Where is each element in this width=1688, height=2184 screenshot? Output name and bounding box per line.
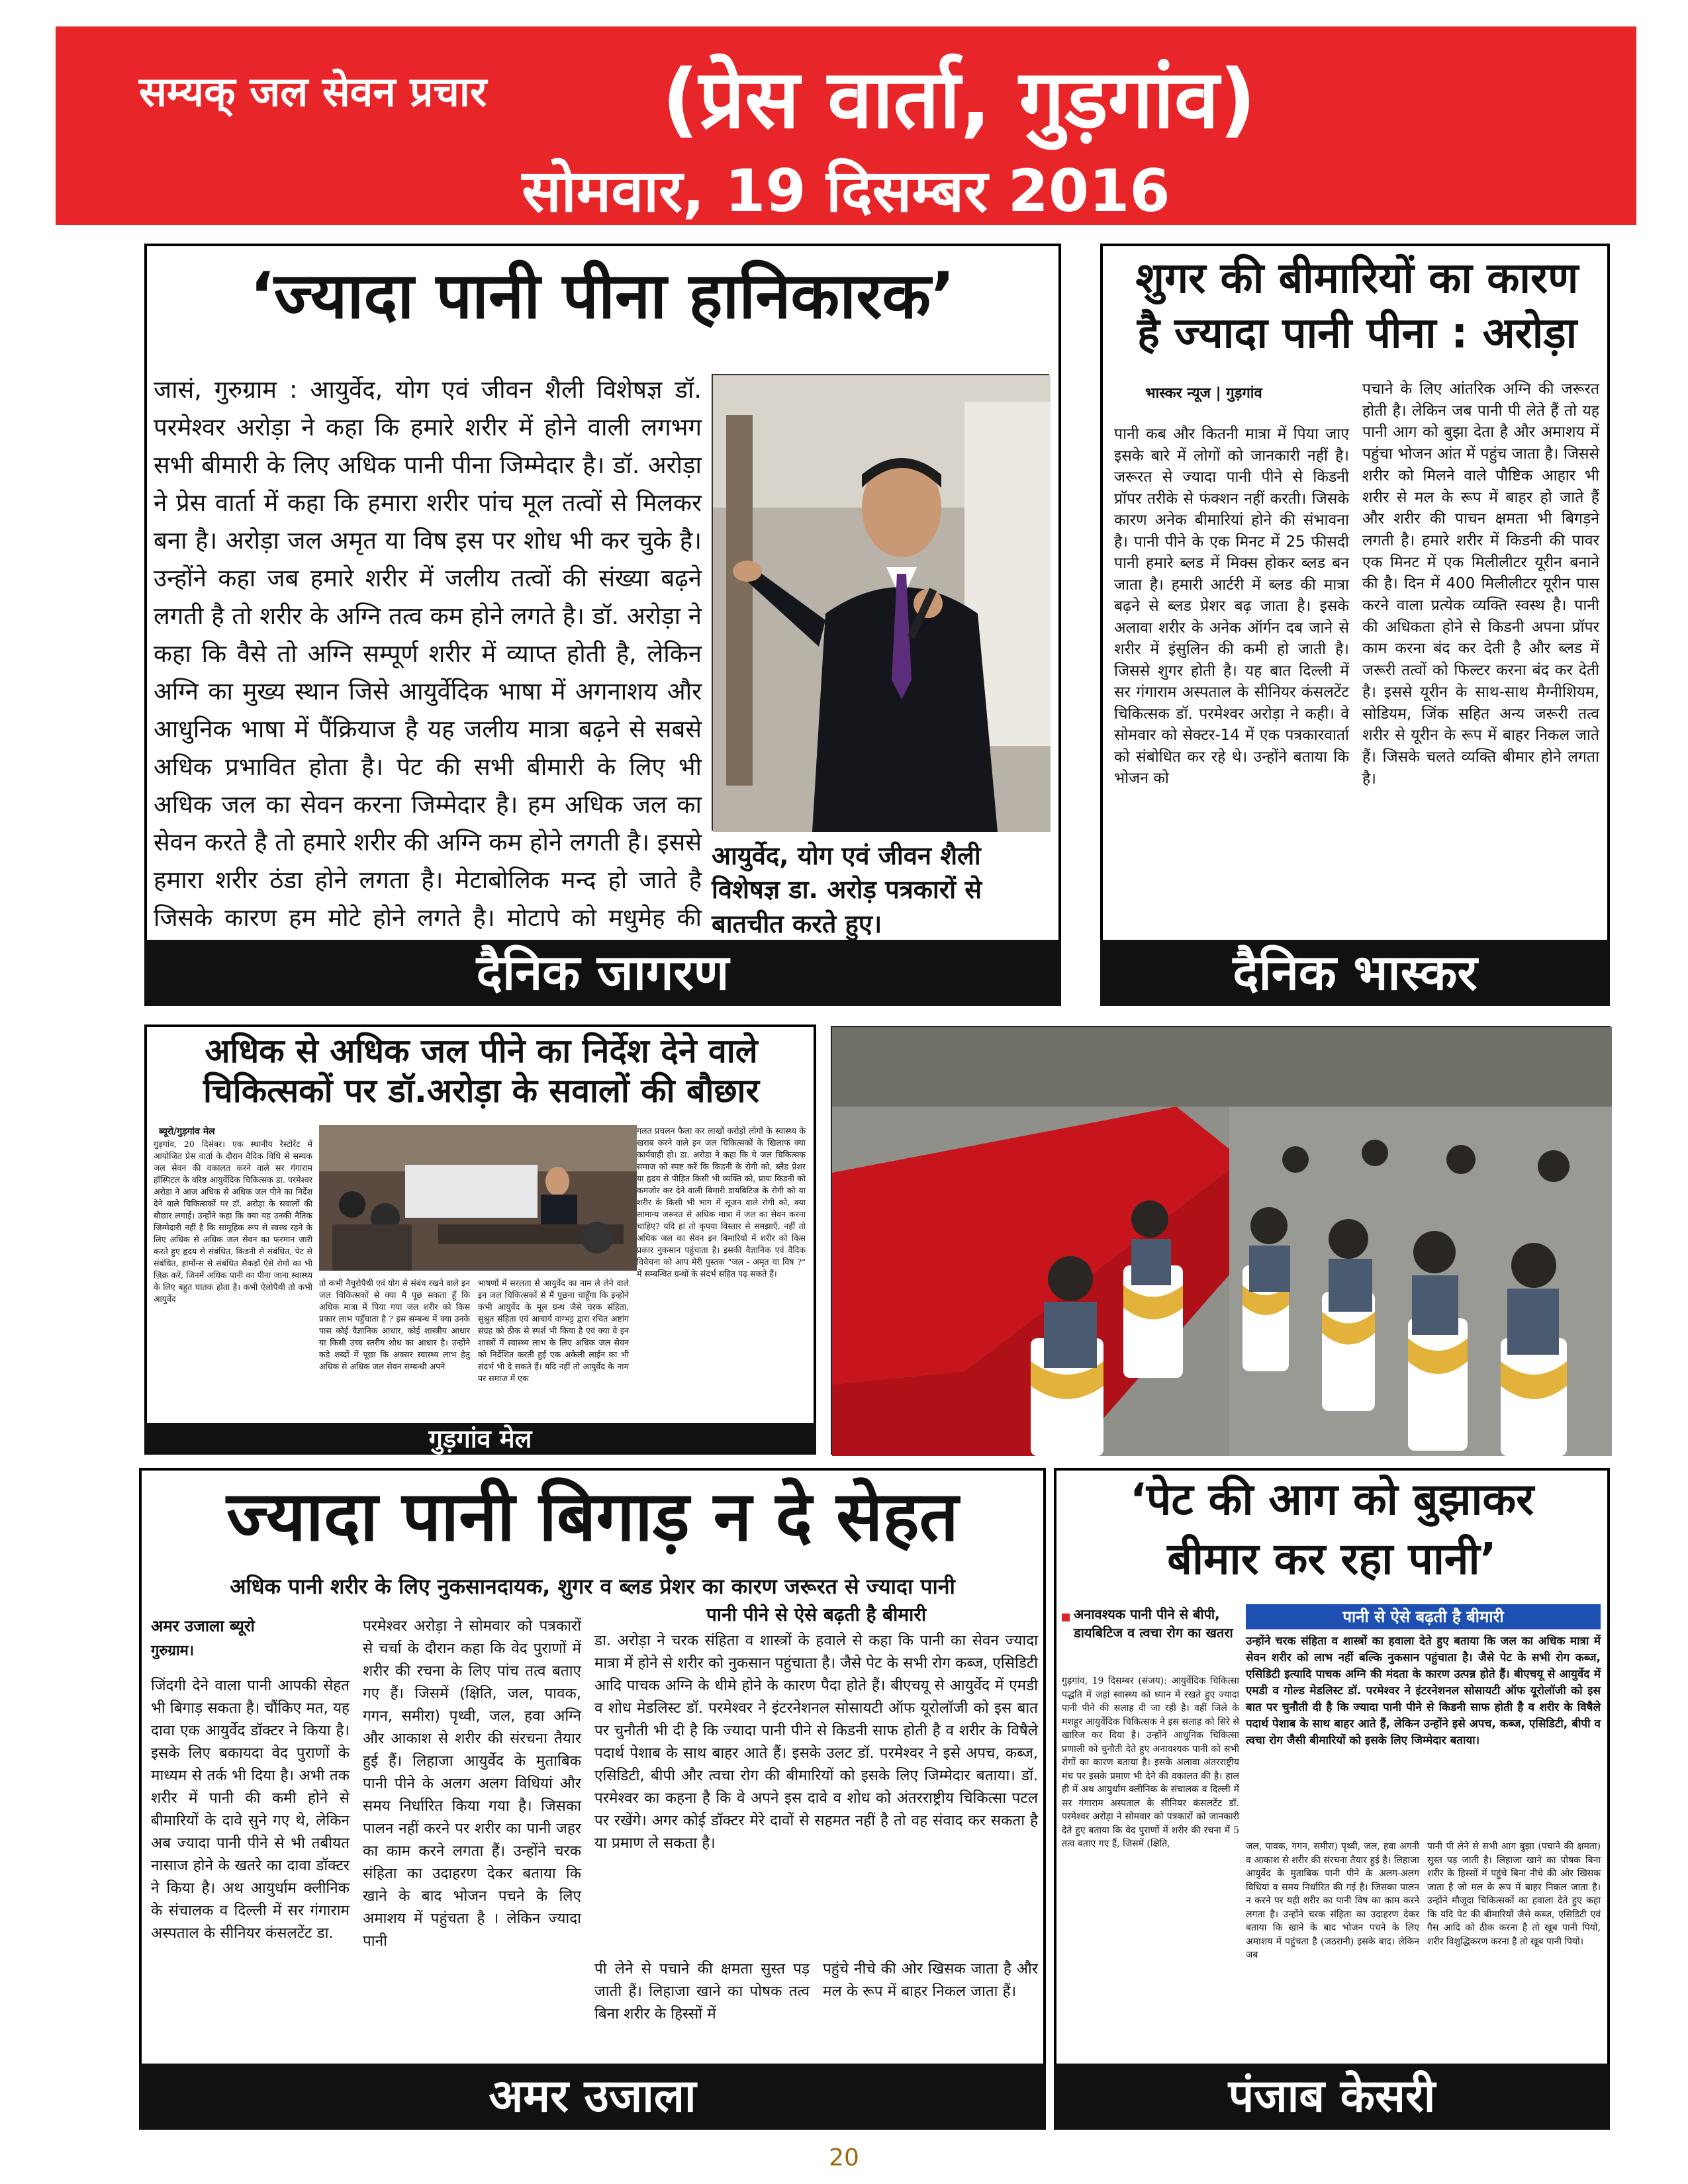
amar-column-2: परमेश्वर अरोड़ा ने सोमवार को पत्रकारों से चर्चा के दौरान कहा कि वेद पुराणों में शरीर की रचना के लिए पांच तत्व बताए गए हैं। जिसमें (क्षिति, जल, पावक, गगन, समीरा) पृथ्वी, जल, हवा अग्नि और आकाश से शरीर की संरचना तैयार हुई हैं। लिहाजा आयुर्वेद के मुताबिक पानी पीने के अलग अलग विधियां और समय निर्धारित किया गया है। जिसका पालन नहीं करने पर शरीर का पानी जहर का काम करने लगता हैं। उन्होंने चरक संहिता का उदाहरण देकर बताया कि खाने के बाद भोजन पचने के लिए अमाशय में पहुंचता है । लेकिन ज्यादा पानी [363,1617,581,1950]
banner-date: सोमवार, 19 दिसम्बर 2016 [522,157,1170,225]
mail-column-2: तो कभी नैचुरोपैथी एवं योग से संबंध रखने वाले इन जल चिकित्सकों से क्या मैं पूछ सकता हूँ कि अधिक मात्रा में पिया गया जल शरीर को किस प्रकार लाभ पहुँचाता है ? इस सम्बन्ध में क्या उनके पास कोई वैज्ञानिक आधार, कोई शास्त्रीय आधार या किसी उच्च स्तरीय शोध का आधार है। उन्होंने कडे शब्दों में पूछा कि अक्सर स्वास्थ्य लाभ हेतु अधिक से अधिक जल सेवन सम्बन्धी अपने [319,1278,470,1371]
amar-column-5: पहुंचे नीचे की ओर खिसक जाता है और मल के रूप में बाहर निकल जाता हैं। [823,1960,1038,2000]
audience-photo [831,1026,1611,1455]
jagran-photo-caption: आयुर्वेद, योग एवं जीवन शैली विशेषज्ञ डा. अरोड़ पत्रकारों से बातचीत करते हुए। [712,841,982,938]
bhaskar-column-1: पानी कब और कितनी मात्रा में पिया जाए इसके बारे में लोगों को जानकारी नहीं है। जरूरत से ज्यादा पानी पीने से किडनी प्रॉपर तरीके से फंक्शन नहीं करती। जिसके कारण अनेक बीमारियां होने की संभावना है। पानी पीने के एक मिनट में 25 फीसदी पानी हमारे ब्लड में मिक्स होकर ब्लड बन जाता है। हमारी आर्टरी में ब्लड की मात्रा बढ़ने से ब्लड प्रेशर बढ़ जाता है। इसके अलावा शरीर के अनेक ऑर्गन दब जाने से शरीर में इंसुलिन की कमी हो जाती है। जिससे शुगर होती है। यह बात दिल्ली में सर गंगाराम अस्पताल के सीनियर कंसलटेंट चिकित्सक डॉ. परमेश्वर अरोड़ा ने कही। वे सोमवार को सेक्टर-14 में एक पत्रकारवार्ता को संबोधित कर रहे थे। उन्होंने बताया कि भोजन को [1114,426,1349,787]
bhaskar-paper-name: दैनिक भास्कर [1100,940,1610,1006]
mail-photo [319,1125,637,1271]
kesari-column-3: पानी पी लेने से सभी आग बुझा (पचाने की क्षमता) सुस्त पड़ जाती है। लिहाजा खाने का पोषक बिना शरीर के हिस्सों में पहुंचे बिना नीचे की ओर खिसक जाता है जो मल के रूप में बाहर निकल जाता है। उन्होंने मौजूदा चिकित्सकों का हवाला देते हुए कहा कि यदि पेट की बीमारियों जैसे कब्ज, एसिडिटी एवं गैस आदि को ठीक करना है तो खूब पानी पियो, शरीर विशुद्धिकरण करना है तो खूब पानी पियो। [1427,1841,1601,1947]
mail-column-1: गुड़गांव, 20 दिसंबर। एक स्थानीय रेस्टोरेंट में आयोजित प्रेस वार्ता के दौरान वैदिक विधि से सम्यक जल सेवन की वकालत करने वाले सर गंगाराम हॉस्पिटल के वरिष्ठ आयुर्वेदिक चिकित्सक डा. परमेश्वर अरोडा ने आज अधिक से अधिक जल पीने का निर्देश देने वाले चिकित्सकों पर डॉ. अरोड़ा के सवालों की बौछार लगाई। उन्होंने कहा कि क्या यह उनकी नैतिक जिम्मेदारी नहीं है कि सामूहिक रूप से स्वस्थ रहने के लिए अधिक से अधिक जल सेवन का फरमान जारी करते हुए हृदय से संबंधित, किडनी से संबंधित, पेट से संबंधित, हार्मोन्स से संबंधित सैकड़ों ऐसे रोगों का भी ज़िक्र करें, जिनमें अधिक पानी का पीना जाना स्वास्थ्य के लिए बहुत घातक होता है। कभी ऐलोपैथी तो कभी आयुर्वेद [154,1139,312,1304]
speaker-photo [713,375,1051,832]
jagran-paper-name: दैनिक जागरण [144,940,1061,1006]
mail-paper-name: गुड़गांव मेल [144,1423,816,1455]
amar-box-body: डा. अरोड़ा ने चरक संहिता व शास्त्रों के हवाले से कहा कि पानी का सेवन ज्यादा मात्रा में होने से शरीर को नुकसान पहुंचाता है। जैसे पेट के सभी रोग कब्ज, एसिडिटी आदि पाचक अग्नि के धीमे होने के कारण पैदा होते हैं। बीएचयू से आयुर्वेद में एमडी व शोध मेडलिस्ट डॉ. परमेश्वर ने इंटरनेशनल सोसायटी ऑफ यूरोलॉजी को इस बात पर चुनौती भी दी है कि ज्यादा पानी पीने से किडनी साफ होती है व शरीर के विषैले पदार्थ पेशाब के साथ बाहर आते हैं। इसके उलट डॉ. परमेश्वर ने इसे अपच, कब्ज, एसिडिटी, बीपी और त्वचा रोग की बीमारियों को इसके लिए जिम्मेदार बताया। डॉ. परमेश्वर का कहना है कि वे अपने इस दावे व शोध को अंतरराष्ट्रीय चिकित्सा पटल पर रखेंगे। अगर कोई डॉक्टर मेरे दावों से सहमत नहीं है तो वह संवाद कर सकता है या प्रमाण ले सकता है। [594,1632,1038,1852]
mail-column-4: गलत प्रचलन फैला कर लाखों करोड़ों लोगों के स्वास्थ्य के खराब करने वाले इन जल चिकित्सकों के खिलाफ क्या कार्यवाही हो। डा. अरोडा ने कहा कि ये जल चिकित्सक समाज को स्पष्ट करें कि किडनी के रोगी को, ब्लैड प्रेशर या हृदय से पीड़ित किसी भी व्यक्ति को, प्रायः किडनी को कमजोर कर देने वाली बिमारी डायबिटिज के रोगी को या शरीर के किसी भी भाग में सूजन वाले रोगी को, क्या सामान्य जरूरत से अधिक मात्रा में जल का सेवन करना चाहिए? यदि हां तो कृपया विस्तार से समझाएँ, नहीं तो अधिक जल का सेवन इन बिमारियों में शरीर को किस प्रकार नुकसान पहुंचाता है। इसकी वैज्ञानिक एवं वैदिक विवेचना को आप मेरी पुस्तक "जल - अमृत या विष ?" में सम्बन्धित ग्रन्थों के संदर्भ सहित पढ़ सकते हैं। [637,1126,806,1279]
amar-column-4: पी लेने से पचाने की क्षमता सुस्त पड़ जाती हैं। लिहाजा खाने का पोषक तत्व बिना शरीर के हिस्सों में [594,1960,810,2023]
amar-headline: ज्यादा पानी बिगाड़ न दे सेहत [226,1476,959,1557]
press-conference-photo [319,1125,637,1271]
kesari-column-1: गुड़गांव, 19 दिसम्बर (संजय): आयुर्वेदिक चिकित्सा पद्धति में जहां स्वास्थ्य को ध्यान में रखते हुए ज्यादा पानी पीने की सलाह दी जा रही है। वहीं जिले के मशहूर आयुर्वेदिक चिकित्सक ने इस सलाह को सिरे से खारिज कर दिया है। उन्होंने आधुनिक चिकित्सा प्रणाली को चुनौती देते हुए अनावश्यक पानी को सभी रोगों का कारण बताया है। इसके अलावा अंतरराष्ट्रीय मंच पर इसके प्रमाण भी देने की वकालत की है। हाल ही में अथ आयुर्धाम क्लीनिक के संचालक व दिल्ली में सर गंगाराम अस्पताल के सीनियर कंसलटेंट डॉ. परमेश्वर अरोड़ा ने सोमवार को पत्रकारों को जानकारी देते हुए बताया कि वेद पुराणों में शरीर की रचना में 5 तत्व बताए गए हैं, जिसमें (क्षिति, [1062,1676,1239,1849]
jagran-headline: ‘ज्यादा पानी पीना हानिकारक’ [250,259,955,333]
mail-byline: ब्यूरो/गुड़गांव मेल [159,1126,215,1137]
amar-place: गुरुग्राम। [151,1643,195,1659]
amar-column-1: जिंदगी देने वाला पानी आपकी सेहत भी बिगाड़ सकता है। चौंकिए मत, यह दावा एक आयुर्वेद डॉक्टर ने किया है। इसके लिए बकायदा वेद पुराणों के माध्यम से तर्क भी दिया है। अभी तक शरीर में पानी की कमी होने से बीमारियों के दावे सुने गए थे, लेकिन अब ज्यादा पानी पीने से भी तबीयत नासाज होने के खतरे का दावा डॉक्टर ने किया है। अथ आयुर्धाम क्लीनिक के संचालक व दिल्ली में सर गंगाराम अस्पताल के सीनियर कंसलटेंट डा. [151,1677,350,1942]
bhaskar-headline-line1: शुगर की बीमारियों का कारण [1135,254,1579,303]
kesari-side-title: अनावश्यक पानी पीने से बीपी, डायबिटिज व त्वचा रोग का खतरा [1074,1606,1233,1641]
amar-box-title: पानी पीने से ऐसे बढ़ती है बीमारी [706,1604,927,1625]
bhaskar-headline-line2: है ज्यादा पानी पीना : अरोड़ा [1137,309,1577,358]
kesari-headline-line2: बीमार कर रहा पानी’ [1167,1533,1497,1584]
mail-headline-line2: चिकित्सकों पर डॉ.अरोड़ा के सवालों की बौछार [203,1071,759,1110]
kesari-box-body: उन्होंने चरक संहिता व शास्त्रों का हवाला देते हुए बताया कि जल का अधिक मात्रा में सेवन शरीर को लाभ नहीं बल्कि नुकसान पहुंचाता है। जैसे पेट के सभी रोग कब्ज, एसिडिटी इत्यादि पाचक अग्नि की मंदता के कारण उत्पन्न होते हैं। बीएचयू से आयुर्वेद में एमडी व गोल्ड मेडलिस्ट डॉ. परमेश्वर ने इंटरनेशनल सोसायटी ऑफ यूरोलॉजी को इस बात पर चुनौती दी है कि ज्यादा पानी पीने से किडनी साफ होती है व शरीर के विषैले पदार्थ पेशाब के साथ बाहर आते हैं, लेकिन उन्होंने इसे अपच, कब्ज, एसिडिटी, बीपी व त्वचा रोग जैसी बीमारियों को इसके लिए जिम्मेदार बताया। [1246,1635,1601,1747]
kesari-box-title: पानी से ऐसे बढ़ती है बीमारी [1246,1604,1601,1629]
kesari-paper-name: पंजाब केसरी [1054,2064,1610,2130]
kesari-headline-line1: ‘पेट की आग को बुझाकर [1129,1474,1534,1525]
bhaskar-column-2: पचाने के लिए आंतरिक अग्नि की जरूरत होती है। लेकिन जब पानी पी लेते हैं तो यह पानी आग को बुझा देता है और अमाशय में पहुंचा भोजन आंत में पहुंच जाता है। जिससे शरीर को मिलने वाले पौष्टिक आहार भी शरीर से मल के रूप में बाहर हो जाते हैं और शरीर की पाचन क्षमता भी बिगड़ने लगती है। हमारे शरीर में किडनी की पावर एक मिनट में एक मिलीलीटर यूरीन बनाने की है। दिन में 400 मिलीलीटर यूरीन पास करने वाला प्रत्येक व्यक्ति स्वस्थ है। पानी की अधिकता होने से किडनी अपना प्रॉपर काम करना बंद कर देती है और ब्लड में जरूरी तत्वों को फिल्टर करना बंद कर देती है। इससे यूरीन के साथ-साथ मैग्नीशियम, सोडियम, जिंक सहित अन्य जरूरी तत्व शरीर से यूरीन के रूप में बाहर निकल जाते हैं। जिसके चलते व्यक्ति बीमार होने लगता है। [1362,381,1599,788]
bhaskar-byline: भास्कर न्यूज | गुड़गांव [1145,385,1262,402]
audience-seminar-photo [832,1027,1612,1456]
amar-paper-name: अमर उजाला [139,2064,1046,2130]
mail-headline-line1: अधिक से अधिक जल पीने का निर्देश देने वाले [205,1032,758,1070]
banner-campaign-title: सम्यक् जल सेवन प्रचार [139,68,487,116]
amar-byline: अमर उजाला ब्यूरो [151,1617,255,1635]
page-number: 20 [829,2144,859,2171]
kesari-bullet-icon [1062,1614,1070,1621]
kesari-column-2: जल, पावक, गगन, समीरा) पृथ्वी, जल, हवा अगनी व आकाश से शरीर की संरचना तैयार हुई है। लिहाजा आयुर्वेद के मुताबिक पानी पीने के अलग-अलग विधियां व समय निर्धारित की गई है। जिसका पालन न करने पर यही शरीर का पानी विष का काम करने लगता है। उन्होंने चरक संहिता का उदाहरण देकर बताया कि खाने के बाद भोजन पचने के लिए अमाशय में पहुंचता है (जठरानी) इसके बाद। लेकिन जब [1246,1841,1419,1960]
jagran-body: जासं, गुरुग्राम : आयुर्वेद, योग एवं जीवन शैली विशेषज्ञ डॉ. परमेश्वर अरोड़ा ने कहा कि हमारे शरीर में होने वाली लगभग सभी बीमारी के लिए अधिक पानी पीना जिम्मेदार है। डॉ. अरोड़ा ने प्रेस वार्ता में कहा कि हमारा शरीर पांच मूल तत्वों से मिलकर बना है। अरोड़ा जल अमृत या विष इस पर शोध भी कर चुके है। उन्होंने कहा जब हमारे शरीर में जलीय तत्वों की संख्या बढ़ने लगती है तो शरीर के अग्नि तत्व कम होने लगते है। डॉ. अरोड़ा ने कहा कि वैसे तो अग्नि सम्पूर्ण शरीर में व्याप्त होती है, लेकिन अग्नि का मुख्य स्थान जिसे आयुर्वेदिक भाषा में अगनाशय और आधुनिक भाषा में पैंक्रियाज है यह जलीय मात्रा बढ़ने से सबसे अधिक प्रभावित होता है। पेट की सभी बीमारी के लिए भी अधिक जल का सेवन करना जिम्मेदार है। हम अधिक जल का सेवन करते है तो हमारे शरीर की अग्नि कम होने लगती है। इससे हमारा शरीर ठंडा होने लगता है। मेटाबोलिक मन्द हो जाते है जिसके कारण हम मोटे होने लगते है। मोटापे को मधुमेह की [154,375,702,932]
jagran-photo [712,374,1049,831]
banner-press-title: (प्रेस वार्ता, गुड़गांव) [662,52,1256,146]
amar-subhead: अधिक पानी शरीर के लिए नुकसानदायक, शुगर व ब्लड प्रेशर का कारण जरूरत से ज्यादा पानी [230,1574,955,1599]
mail-column-3: भाषणों में सरलता से आयुर्वेद का नाम ले लेने वाले इन जल चिकित्सकों से मैं पूछना चाहूँगा कि इन्होंने कभी आयुर्वेद के मूल ग्रन्थ जैसे चरक संहिता, सुश्रुत संहिता एवं आचार्य वाग्भट्ट द्वारा रचित अष्टांग संग्रह को ठीक से स्पर्श भी किया है एवं क्या वे इन शास्त्रों में स्वास्थ्य लाभ के लिए अधिक जल सेवन को निर्देशित करती हुई एक अकेली लाईन का भी संदर्भ भी दे सकते हैं। यदि नहीं तो आयुर्वेद के नाम पर समाज में एक [478,1278,629,1383]
